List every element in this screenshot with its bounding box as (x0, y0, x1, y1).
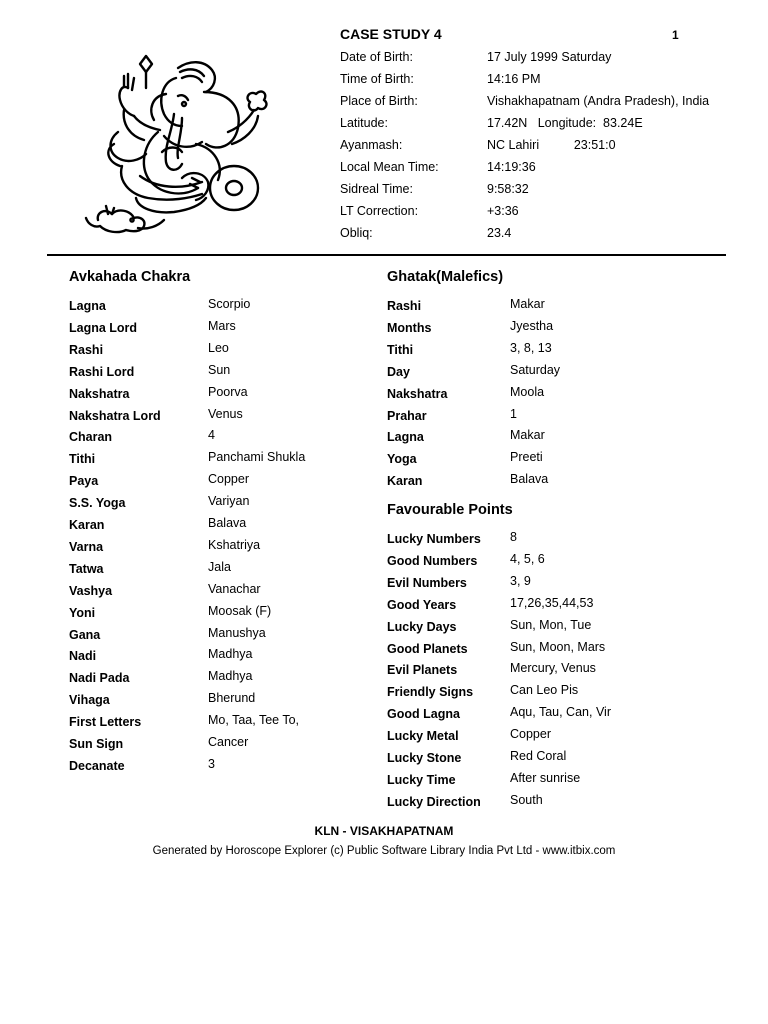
avkahada-label: Rashi (69, 342, 104, 357)
favourable-row (387, 727, 707, 749)
birth-label: LT Correction: (340, 204, 419, 218)
birth-value: 14:16 PM (487, 72, 541, 86)
ghatak-label: Yoga (387, 452, 417, 467)
avkahada-label: Rashi Lord (69, 364, 135, 379)
avkahada-row (69, 560, 389, 582)
avkahada-label: Lagna (69, 299, 106, 313)
avkahada-label: Gana (69, 627, 101, 642)
avkahada-row (69, 341, 389, 363)
avkahada-label: Paya (69, 474, 99, 489)
avkahada-row (69, 428, 389, 450)
avkahada-row (69, 297, 389, 319)
favourable-label: Good Lagna (387, 707, 460, 722)
favourable-label: Lucky Days (387, 619, 457, 634)
avkahada-value: Madhya (208, 647, 253, 662)
birth-row-place (340, 94, 740, 116)
avkahada-label: Nadi (69, 649, 97, 664)
favourable-row (387, 771, 707, 793)
case-title: CASE STUDY 4 (340, 26, 442, 42)
ghatak-label: Day (387, 364, 410, 379)
favourable-label: Lucky Direction (387, 794, 481, 809)
favourable-row (387, 793, 707, 815)
favourable-label: Good Numbers (387, 553, 478, 568)
avkahada-value: Madhya (208, 669, 253, 684)
avkahada-row (69, 516, 389, 538)
birth-value: 17.42N Longitude: 83.24E (487, 116, 643, 130)
birth-label: Latitude: (340, 116, 388, 130)
ghatak-label: Tithi (387, 342, 414, 357)
favourable-value: Mercury, Venus (510, 661, 596, 676)
avkahada-label: Tatwa (69, 561, 104, 576)
avkahada-value: Mo, Taa, Tee To, (208, 713, 300, 728)
avkahada-row (69, 626, 389, 648)
ghatak-row (387, 341, 707, 363)
ghatak-row (387, 385, 707, 407)
favourable-row (387, 618, 707, 640)
favourable-value: Sun, Mon, Tue (510, 617, 592, 632)
header-divider (47, 254, 726, 256)
avkahada-label: Nakshatra (69, 386, 130, 401)
avkahada-label: First Letters (69, 715, 142, 730)
avkahada-value: Jala (208, 559, 231, 574)
favourable-row (387, 705, 707, 727)
birth-row-lt-correction (340, 204, 740, 226)
avkahada-row (69, 407, 389, 429)
favourable-value: South (510, 792, 543, 807)
ghatak-value: Saturday (510, 362, 561, 377)
avkahada-value: Cancer (208, 735, 249, 749)
favourable-label: Good Years (387, 597, 457, 612)
ghatak-value: Balava (510, 472, 549, 487)
ghatak-value: Preeti (510, 450, 543, 465)
favourable-label: Evil Numbers (387, 575, 467, 590)
avkahada-title: Avkahada Chakra (69, 269, 191, 285)
favourable-row (387, 552, 707, 574)
birth-label: Local Mean Time: (340, 160, 439, 174)
avkahada-value: 4 (208, 428, 215, 443)
avkahada-label: Nakshatra Lord (69, 408, 161, 423)
favourable-value: 3, 9 (510, 573, 531, 588)
ghatak-row (387, 363, 707, 385)
ghatak-label: Prahar (387, 408, 427, 423)
avkahada-value: 3 (208, 756, 215, 771)
avkahada-label: Vihaga (69, 693, 110, 708)
footer-generated: Generated by Horoscope Explorer (c) Public Software Library India Pvt Ltd - www.itbix.com (152, 845, 616, 857)
favourable-value: Can Leo Pis (510, 683, 579, 698)
favourable-label: Lucky Time (387, 772, 456, 787)
ghatak-row (387, 319, 707, 341)
ghatak-value: 3, 8, 13 (510, 340, 552, 355)
avkahada-label: Decanate (69, 758, 125, 773)
avkahada-label: Karan (69, 518, 105, 532)
favourable-value: 8 (510, 530, 517, 544)
favourable-label: Lucky Metal (387, 729, 459, 744)
avkahada-label: Yoni (69, 605, 96, 620)
birth-row-obliq (340, 226, 740, 248)
birth-row-sidreal (340, 182, 740, 204)
avkahada-value: Vanachar (208, 581, 261, 596)
ghatak-row (387, 472, 707, 494)
ghatak-value: Makar (510, 297, 545, 311)
birth-value: NC Lahiri 23:51:0 (487, 138, 616, 152)
avkahada-label: Sun Sign (69, 737, 124, 751)
avkahada-label: S.S. Yoga (69, 496, 126, 511)
avkahada-value: Moosak (F) (208, 603, 272, 618)
avkahada-row (69, 691, 389, 713)
avkahada-row (69, 494, 389, 516)
ganesha-icon (78, 48, 268, 238)
avkahada-value: Leo (208, 340, 229, 355)
birth-value: 17 July 1999 Saturday (487, 50, 612, 64)
birth-row-latitude (340, 116, 740, 138)
ghatak-title: Ghatak(Malefics) (387, 269, 504, 285)
birth-label: Date of Birth: (340, 50, 413, 64)
favourable-label: Good Planets (387, 641, 468, 656)
favourable-row (387, 749, 707, 771)
favourable-value: Aqu, Tau, Can, Vir (510, 705, 611, 720)
birth-row-time (340, 72, 740, 94)
favourable-value: 4, 5, 6 (510, 551, 545, 566)
birth-value: +3:36 (487, 204, 519, 218)
birth-value: 14:19:36 (487, 160, 536, 174)
favourable-value: 17,26,35,44,53 (510, 595, 594, 610)
birth-value: 9:58:32 (487, 182, 529, 196)
birth-label: Sidreal Time: (340, 182, 413, 196)
avkahada-value: Manushya (208, 625, 266, 640)
avkahada-value: Panchami Shukla (208, 450, 306, 465)
ghatak-value: Moola (510, 384, 545, 399)
avkahada-row (69, 647, 389, 669)
birth-row-ayanmash (340, 138, 740, 160)
avkahada-value: Scorpio (208, 297, 251, 311)
birth-label: Ayanmash: (340, 138, 403, 152)
birth-value: Vishakhapatnam (Andra Pradesh), India (487, 94, 710, 108)
favourable-row (387, 640, 707, 662)
ghatak-label: Karan (387, 474, 423, 489)
avkahada-row (69, 735, 389, 757)
avkahada-value: Sun (208, 362, 231, 377)
ghatak-value: 1 (510, 406, 517, 421)
avkahada-row (69, 582, 389, 604)
avkahada-row (69, 472, 389, 494)
ghatak-row (387, 297, 707, 319)
avkahada-value: Bherund (208, 691, 256, 706)
ghatak-label: Lagna (387, 430, 424, 445)
favourable-label: Lucky Numbers (387, 532, 481, 546)
avkahada-value: Venus (208, 406, 243, 421)
favourable-row (387, 530, 707, 552)
favourable-row (387, 683, 707, 705)
avkahada-value: Variyan (208, 494, 250, 509)
favourable-value: Sun, Moon, Mars (510, 639, 606, 654)
ghatak-label: Nakshatra (387, 386, 448, 401)
avkahada-row (69, 669, 389, 691)
ghatak-label: Months (387, 320, 432, 335)
birth-row-date (340, 50, 740, 72)
birth-label: Place of Birth: (340, 94, 418, 108)
avkahada-label: Lagna Lord (69, 320, 138, 335)
ghatak-label: Rashi (387, 299, 422, 313)
avkahada-label: Varna (69, 539, 104, 554)
avkahada-row (69, 713, 389, 735)
avkahada-value: Mars (208, 318, 236, 333)
page-number: 1 (672, 28, 679, 42)
birth-label: Obliq: (340, 226, 373, 240)
avkahada-label: Nadi Pada (69, 671, 130, 686)
favourable-row (387, 661, 707, 683)
favourable-label: Lucky Stone (387, 751, 462, 765)
avkahada-row (69, 757, 389, 779)
avkahada-row (69, 385, 389, 407)
avkahada-label: Vashya (69, 583, 113, 598)
avkahada-label: Tithi (69, 452, 96, 467)
avkahada-value: Balava (208, 516, 247, 530)
favourable-value: Copper (510, 727, 551, 742)
favourable-label: Friendly Signs (387, 685, 474, 700)
favourable-title: Favourable Points (387, 502, 513, 518)
birth-label: Time of Birth: (340, 72, 414, 86)
avkahada-value: Copper (208, 472, 249, 487)
ghatak-row (387, 428, 707, 450)
favourable-value: Red Coral (510, 749, 567, 763)
footer-title: KLN - VISAKHAPATNAM (314, 824, 454, 838)
birth-row-lmt (340, 160, 740, 182)
favourable-row (387, 574, 707, 596)
ghatak-value: Makar (510, 428, 545, 443)
favourable-label: Evil Planets (387, 663, 458, 678)
avkahada-value: Poorva (208, 384, 248, 399)
ghatak-value: Jyestha (510, 318, 554, 333)
avkahada-row (69, 538, 389, 560)
avkahada-row (69, 319, 389, 341)
ghatak-row (387, 407, 707, 429)
avkahada-value: Kshatriya (208, 537, 261, 552)
favourable-row (387, 596, 707, 618)
favourable-value: After sunrise (510, 770, 581, 785)
avkahada-row (69, 363, 389, 385)
birth-value: 23.4 (487, 226, 512, 240)
avkahada-label: Charan (69, 430, 113, 445)
ghatak-row (387, 450, 707, 472)
avkahada-row (69, 450, 389, 472)
avkahada-row (69, 604, 389, 626)
